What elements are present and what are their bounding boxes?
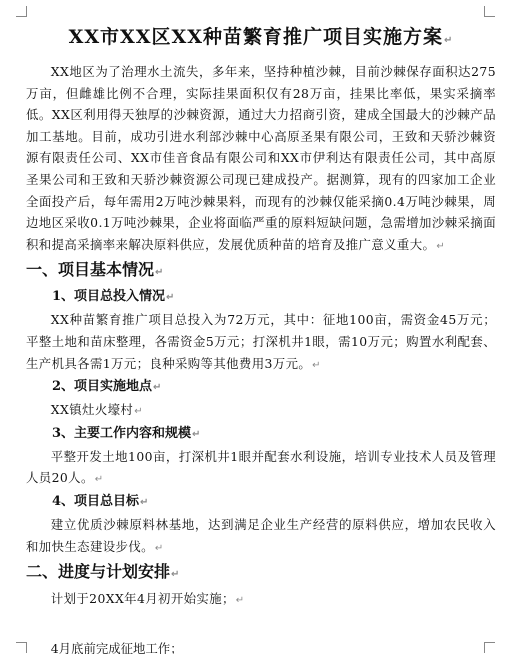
paragraph-mark: ↵: [444, 35, 454, 46]
work-content-paragraph: [26, 446, 496, 491]
intro-paragraph: [26, 61, 496, 257]
document-title: [26, 22, 496, 49]
intro-text: XX地区为了治理水土流失，多年来，坚持种植沙棘，目前沙棘保存面积达275万亩，但雌雄比例不合理，实际挂果面积仅有28万亩，挂果比率低，果实采摘率低。XX区利用得天独厚的沙棘资源，通过大力招商引资，建成全国最大的沙棘产品加工基地。目前，成功引进水利部沙棘中心高原圣果有限公司，王致和天骄沙棘资源有限责任公司、XX市佳音食品有限公司和XX市伊利达有限责任公司，其中高原圣果公司和王致和天骄沙棘资源公司现已建成投产。据测算，现有的四家加工企业全面投产后，每年需用2万吨沙棘果料，而现有的沙棘仅能采摘0.4万吨沙棘果，周边地区采收0.1万吨沙棘果，企业将面临严重的原料短缺问题，急需增加沙棘采摘面积和提高采摘率来解决原料供应，发展优质种苗的培育及推广意义重大。: [26, 64, 496, 252]
investment-paragraph: [26, 309, 496, 376]
document-page[interactable]: [26, 14, 496, 612]
subheading-location: [26, 376, 496, 399]
paragraph-mark: ↵: [192, 428, 201, 440]
subheading-goal: [26, 491, 496, 514]
paragraph-mark: ↵: [153, 382, 162, 394]
paragraph-mark: ↵: [436, 240, 446, 252]
work-content-text: 平整开发土地100亩，打深机井1眼并配套水利设施，培训专业技术人员及管理人员20人。: [26, 448, 496, 486]
goal-paragraph: [26, 514, 496, 559]
subheading-work-content: [26, 423, 496, 446]
paragraph-mark: ↵: [166, 292, 175, 304]
investment-text: XX种苗繁育推广项目总投入为72万元，其中：征地100亩，需资金45万元；平整土地和苗床整理，各需资金5万元；打深机井1眼，需10万元；购置水利配套、生产机具各需1万元；良种采购等其他费用3万元。: [26, 312, 496, 371]
section-heading-schedule: [26, 561, 496, 586]
subheading-text: 4、项目总目标: [52, 493, 140, 509]
paragraph-mark: ↵: [140, 496, 149, 508]
paragraph-mark: ↵: [154, 542, 164, 554]
subheading-total-investment: [26, 286, 496, 309]
schedule-line-1-text: 计划于20XX年4月初开始实施；: [50, 591, 235, 607]
document-title-text: XX市XX区XX种苗繁育推广项目实施方案: [68, 26, 444, 48]
schedule-line-2-partial: [26, 641, 496, 654]
paragraph-mark: ↵: [171, 569, 180, 581]
paragraph-mark: ↵: [235, 595, 245, 607]
schedule-line-2-text: 4月底前完成征地工作；: [50, 641, 183, 654]
schedule-line-1: [26, 588, 496, 612]
goal-text: 建立优质沙棘原料林基地，达到满足企业生产经营的原料供应，增加农民收入和加快生态建设步伐。: [26, 516, 496, 554]
subheading-text: 2、项目实施地点: [52, 379, 153, 395]
section-heading-basic-info: [26, 259, 496, 284]
subheading-text: 1、项目总投入情况: [52, 289, 166, 305]
section-heading-text: 二、进度与计划安排: [26, 562, 171, 582]
paragraph-mark: ↵: [155, 267, 164, 279]
section-heading-text: 一、项目基本情况: [26, 260, 155, 280]
location-text: XX镇灶火壕村: [50, 402, 134, 418]
subheading-text: 3、主要工作内容和规模: [52, 425, 192, 441]
paragraph-mark: ↵: [312, 359, 321, 371]
paragraph-mark: ↵: [94, 474, 104, 486]
location-paragraph: [26, 399, 496, 423]
paragraph-mark: ↵: [134, 406, 143, 418]
